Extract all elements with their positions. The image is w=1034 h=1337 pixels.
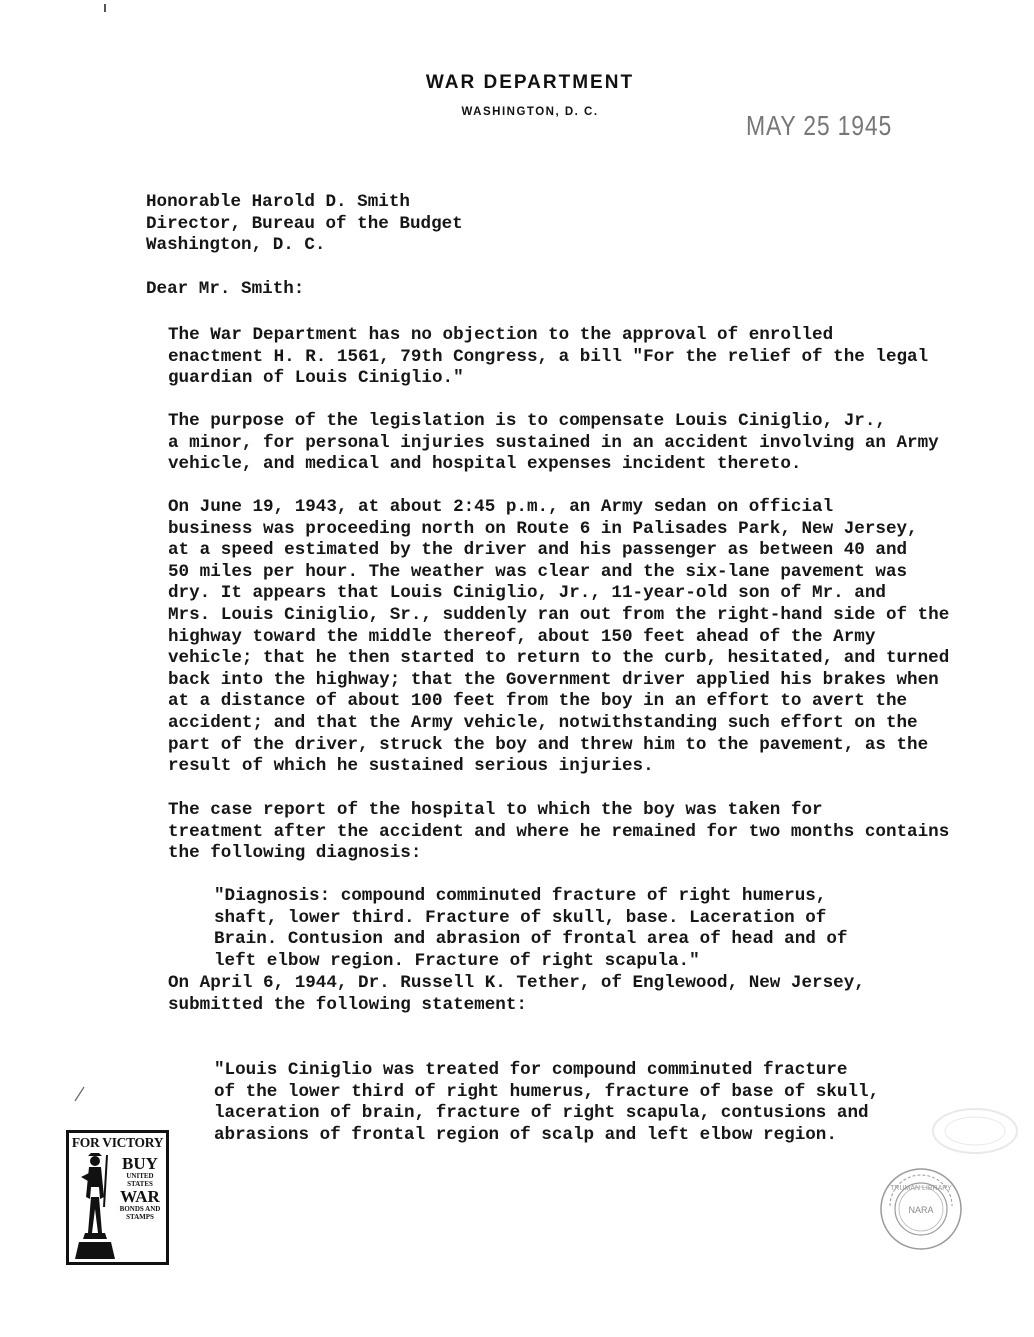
- text-line: back into the highway; that the Government driver applied his brakes when: [168, 669, 939, 690]
- text-line: laceration of brain, fracture of right scapula, contusions and: [214, 1103, 869, 1124]
- text-line: at a speed estimated by the driver and his passenger as between 40 and: [168, 540, 908, 561]
- faint-stamp-mark: [930, 1106, 1020, 1156]
- text-line: enactment H. R. 1561, 79th Congress, a bill "For the relief of the legal: [168, 346, 929, 367]
- address-line: Honorable Harold D. Smith: [146, 192, 410, 212]
- text-line: the following diagnosis:: [168, 843, 422, 864]
- text-line: business was proceeding north on Route 6 in Palisades Park, New Jersey,: [168, 518, 918, 539]
- text-line: Mrs. Louis Ciniglio, Sr., suddenly ran out from the right-hand side of the: [168, 604, 950, 625]
- text-line: at a distance of about 100 feet from the boy in an effort to avert the: [168, 691, 908, 712]
- address-line: Director, Bureau of the Budget: [146, 213, 463, 234]
- text-line: On June 19, 1943, at about 2:45 p.m., an Army sedan on official: [168, 497, 834, 517]
- text-line: a minor, for personal injuries sustained in an accident involving an Army: [168, 432, 939, 453]
- text-line: guardian of Louis Ciniglio.": [168, 368, 464, 389]
- paragraph-doctor-statement: [168, 973, 865, 1016]
- salutation: Dear Mr. Smith:: [146, 279, 305, 299]
- war-bonds-poster: [66, 1130, 169, 1265]
- text-line: vehicle; that he then started to return to the curb, hesitated, and turned: [168, 648, 950, 669]
- paragraph-case-report: [168, 800, 949, 865]
- text-line: On April 6, 1944, Dr. Russell K. Tether, of Englewood, New Jersey,: [168, 973, 865, 993]
- poster-united-states: UNITED STATES: [126, 1172, 154, 1188]
- poster-buy: BUY: [122, 1154, 158, 1173]
- address-line: Washington, D. C.: [146, 235, 326, 256]
- text-line: vehicle, and medical and hospital expenses incident thereto.: [168, 454, 802, 475]
- quote-doctor: [214, 1060, 879, 1146]
- text-line: of the lower third of right humerus, fracture of base of skull,: [214, 1081, 880, 1102]
- letterhead-city: WASHINGTON, D. C.: [461, 106, 599, 118]
- archive-seal-icon: [878, 1166, 964, 1252]
- poster-bonds-and: BONDS AND: [119, 1205, 161, 1213]
- text-line: result of which he sustained serious injuries.: [168, 756, 654, 777]
- text-line: The War Department has no objection to the approval of enrolled: [168, 325, 834, 345]
- text-line: left elbow region. Fracture of right scapula.": [214, 950, 700, 971]
- quote-diagnosis: [214, 886, 847, 972]
- margin-pencil-mark: [73, 1086, 85, 1102]
- paragraph-purpose: [168, 411, 939, 476]
- margin-mark: [104, 4, 106, 12]
- text-line: 50 miles per hour. The weather was clear and the six-lane pavement was: [168, 561, 908, 582]
- text-line: submitted the following statement:: [168, 994, 527, 1015]
- poster-war: WAR: [120, 1187, 160, 1206]
- seal-ring-text: TRUMAN LIBRARY: [890, 1185, 952, 1192]
- date-stamp: MAY 25 1945: [746, 110, 893, 141]
- poster-headline: FOR VICTORY: [71, 1135, 164, 1150]
- text-line: accident; and that the Army vehicle, notwithstanding such effort on the: [168, 712, 918, 733]
- letterhead-department: WAR DEPARTMENT: [425, 72, 635, 93]
- paragraph-no-objection: [168, 325, 928, 390]
- text-line: Brain. Contusion and abrasion of frontal area of head and of: [214, 929, 848, 950]
- text-line: "Louis Ciniglio was treated for compound comminuted fracture: [214, 1060, 848, 1080]
- text-line: abrasions of frontal region of scalp and left elbow region.: [214, 1124, 837, 1145]
- paragraph-accident: [168, 497, 949, 778]
- text-line: The purpose of the legislation is to compensate Louis Ciniglio, Jr.,: [168, 411, 886, 431]
- recipient-address: [146, 192, 463, 257]
- text-line: treatment after the accident and where he remained for two months contains: [168, 821, 950, 842]
- text-line: shaft, lower third. Fracture of skull, base. Laceration of: [214, 907, 827, 928]
- text-line: part of the driver, struck the boy and threw him to the pavement, as the: [168, 734, 929, 755]
- minuteman-icon: [71, 1147, 117, 1262]
- text-line: The case report of the hospital to which the boy was taken for: [168, 800, 823, 820]
- text-line: "Diagnosis: compound comminuted fracture of right humerus,: [214, 886, 827, 906]
- text-line: dry. It appears that Louis Ciniglio, Jr., 11-year-old son of Mr. and: [168, 583, 886, 604]
- poster-text: [115, 1155, 165, 1221]
- text-line: highway toward the middle thereof, about 150 feet ahead of the Army: [168, 626, 876, 647]
- seal-center-text: NARA: [908, 1205, 934, 1215]
- poster-stamps: STAMPS: [126, 1213, 154, 1221]
